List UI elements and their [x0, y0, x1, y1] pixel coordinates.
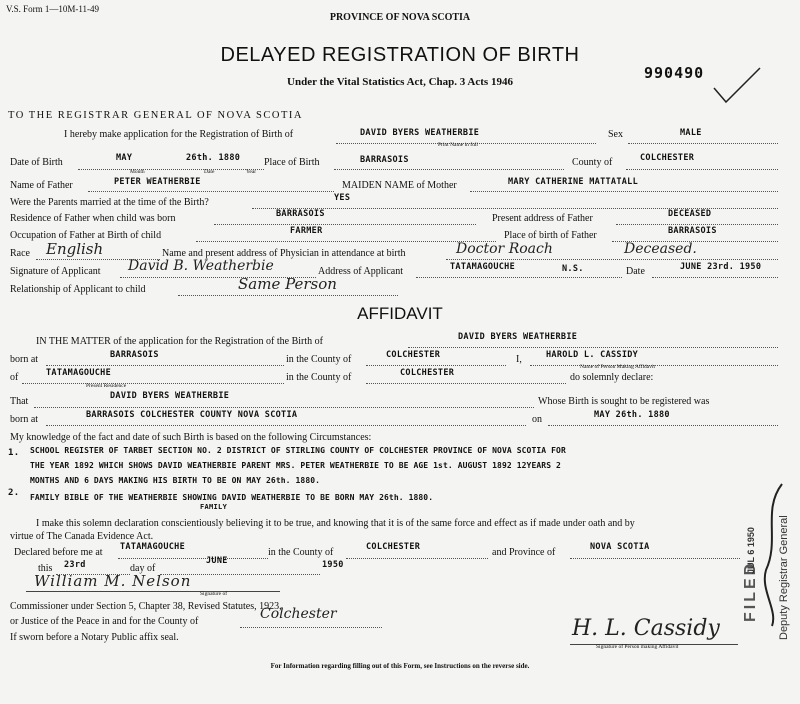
province-label: and Province of [492, 547, 556, 558]
born-at-2-value: BARRASOIS COLCHESTER COUNTY NOVA SCOTIA [86, 410, 298, 420]
present-address-label: Present address of Father [492, 213, 593, 224]
solemn-line-2: virtue of The Canada Evidence Act. [10, 531, 154, 542]
month-value: JUNE [206, 556, 228, 566]
affidavit-county-value: COLCHESTER [386, 350, 441, 360]
name-hint: Print Name in full [438, 142, 478, 148]
affidavit-county-value-2: COLCHESTER [400, 368, 455, 378]
registrar-stamp: Deputy Registrar General [778, 515, 790, 640]
affidavit-heading: AFFIDAVIT [357, 304, 443, 323]
item2-number: 2. [8, 488, 20, 498]
registrar-initial-mark [752, 480, 792, 630]
born-at-2-label: born at [10, 414, 39, 425]
knowledge-text: My knowledge of the fact and date of such Birth is based on the following Circumstances: [10, 432, 372, 443]
registration-number: 990490 [644, 64, 705, 82]
present-address-value: DECEASED [668, 209, 712, 219]
race-value: English [46, 240, 104, 258]
solemn-line-1: I make this solemn declaration conscientiously believing it to be true, and knowing that it is of the same force and effect as if made under oath and by [36, 518, 635, 529]
signature-hint: Signature of [200, 591, 228, 597]
father-birthplace-label: Place of birth of Father [504, 230, 597, 241]
county-label: County of [572, 157, 613, 168]
sex-value: MALE [680, 128, 702, 138]
i-label: I, [516, 354, 522, 365]
deponent-signature-hint: Signature of Person making Affidavit [596, 644, 679, 650]
place-label: Place of Birth [264, 157, 320, 168]
on-value: MAY 26th. 1880 [594, 410, 670, 420]
applicant-province: N.S. [562, 264, 584, 274]
deponent-name: HAROLD L. CASSIDY [546, 350, 639, 360]
province-heading: PROVINCE OF NOVA SCOTIA [329, 12, 471, 23]
check-mark-icon [712, 66, 762, 106]
whose-text: Whose Birth is sought to be registered was [538, 396, 710, 407]
justice-line: or Justice of the Peace in and for the County of [10, 616, 199, 627]
item1-line1: SCHOOL REGISTER OF TARBET SECTION NO. 2 DISTRICT OF STIRLING COUNTY OF COLCHESTER PROVINCE OF NOVA SCOTIA FOR [30, 446, 566, 455]
applicant-address-value: TATAMAGOUCHE [450, 262, 516, 272]
matter-name: DAVID BYERS WEATHERBIE [458, 332, 578, 342]
of-value: TATAMAGOUCHE [46, 368, 112, 378]
dob-label: Date of Birth [10, 157, 63, 168]
item2-insert: FAMILY [200, 503, 228, 511]
residence-label: Residence of Father when child was born [10, 213, 176, 224]
item1-line3: MONTHS AND 6 DAYS MAKING HIS BIRTH TO BE ON MAY 26th. 1880. [30, 476, 321, 485]
deponent-hint: Name of Person Making Affidavit [580, 364, 656, 370]
race-label: Race [10, 248, 30, 259]
date-value: JUNE 23rd. 1950 [680, 262, 762, 272]
filed-date-stamp: JUL 6 1950 [746, 527, 756, 574]
filed-stamp: FILED [742, 560, 759, 622]
item1-line2: THE YEAR 1892 WHICH SHOWS DAVID WEATHERBIE PARENT MRS. PETER WEATHERBIE TO BE AGE 1st. AUGUST 1892 12YEARS 2 [30, 461, 561, 470]
dob-day-year: 26th. 1880 [186, 153, 241, 163]
dob-month: MAY [116, 153, 133, 163]
of-label: of [10, 372, 19, 383]
applicant-address-label: Address of Applicant [318, 266, 403, 277]
this-label: this [38, 563, 53, 574]
place-value: BARRASOIS [360, 155, 409, 165]
declared-county-value: COLCHESTER [366, 542, 421, 552]
on-label: on [532, 414, 542, 425]
deponent-signature: H. L. Cassidy [572, 616, 720, 641]
physician-status: Deceased. [624, 241, 697, 257]
page-title: DELAYED REGISTRATION OF BIRTH [220, 44, 580, 66]
physician-value: Doctor Roach [456, 241, 553, 257]
born-at-label: born at [10, 354, 39, 365]
applicant-signature: David B. Weatherbie [128, 258, 274, 274]
footer-note: For Information regarding filling out of this Form, see Instructions on the reverse side. [270, 662, 530, 670]
in-county-label: in the County of [286, 354, 352, 365]
date-hint: Date [204, 169, 215, 175]
married-label: Were the Parents married at the time of the Birth? [10, 197, 209, 208]
item1-number: 1. [8, 448, 20, 458]
in-county-label-2: in the County of [286, 372, 352, 383]
declared-county-label: in the County of [268, 547, 334, 558]
county-value: COLCHESTER [640, 153, 695, 163]
declare-text: do solemnly declare: [570, 372, 654, 383]
physician-label: Name and present address of Physician in attendance at birth [162, 248, 406, 259]
month-hint: Month [130, 169, 145, 175]
day-value: 23rd [64, 560, 86, 570]
residence-hint: Present Residence [86, 383, 127, 389]
commissioner-signature: William M. Nelson [34, 572, 192, 590]
to-registrar-line: TO THE REGISTRAR GENERAL OF NOVA SCOTIA [8, 110, 303, 121]
declared-label: Declared before me at [14, 547, 103, 558]
occupation-value: FARMER [290, 226, 323, 236]
mother-label: MAIDEN NAME of Mother [342, 180, 457, 191]
matter-text: IN THE MATTER of the application for the Registration of the Birth of [36, 336, 323, 347]
page-subtitle: Under the Vital Statistics Act, Chap. 3 Acts 1946 [287, 76, 513, 88]
application-intro: I hereby make application for the Registration of Birth of [64, 129, 294, 140]
date-label: Date [626, 266, 645, 277]
declared-at-value: TATAMAGOUCHE [120, 542, 186, 552]
married-value: YES [334, 193, 351, 203]
child-name: DAVID BYERS WEATHERBIE [360, 128, 480, 138]
item2-line1: FAMILY BIBLE OF THE WEATHERBIE SHOWING DAVID WEATHERBIE TO BE BORN MAY 26th. 1880. [30, 493, 434, 502]
relationship-value: Same Person [238, 275, 337, 293]
occupation-label: Occupation of Father at Birth of child [10, 230, 162, 241]
justice-county: Colchester [260, 606, 337, 622]
signature-label: Signature of Applicant [10, 266, 101, 277]
year-value: 1950 [322, 560, 344, 570]
relationship-label: Relationship of Applicant to child [10, 284, 146, 295]
that-value: DAVID BYERS WEATHERBIE [110, 391, 230, 401]
sex-label: Sex [608, 129, 623, 140]
father-label: Name of Father [10, 180, 73, 191]
commissioner-line: Commissioner under Section 5, Chapter 38, Revised Statutes, 1923, [10, 601, 282, 612]
province-value: NOVA SCOTIA [590, 542, 650, 552]
born-at-value: BARRASOIS [110, 350, 159, 360]
year-hint: Year [246, 169, 257, 175]
notary-line: If sworn before a Notary Public affix seal. [10, 632, 179, 643]
residence-value: BARRASOIS [276, 209, 325, 219]
form-number: V.S. Form 1—10M-11-49 [6, 4, 100, 14]
day-label: day of [130, 563, 156, 574]
father-birthplace-value: BARRASOIS [668, 226, 717, 236]
father-value: PETER WEATHERBIE [114, 177, 201, 187]
that-label: That [10, 396, 29, 407]
mother-value: MARY CATHERINE MATTATALL [508, 177, 639, 187]
